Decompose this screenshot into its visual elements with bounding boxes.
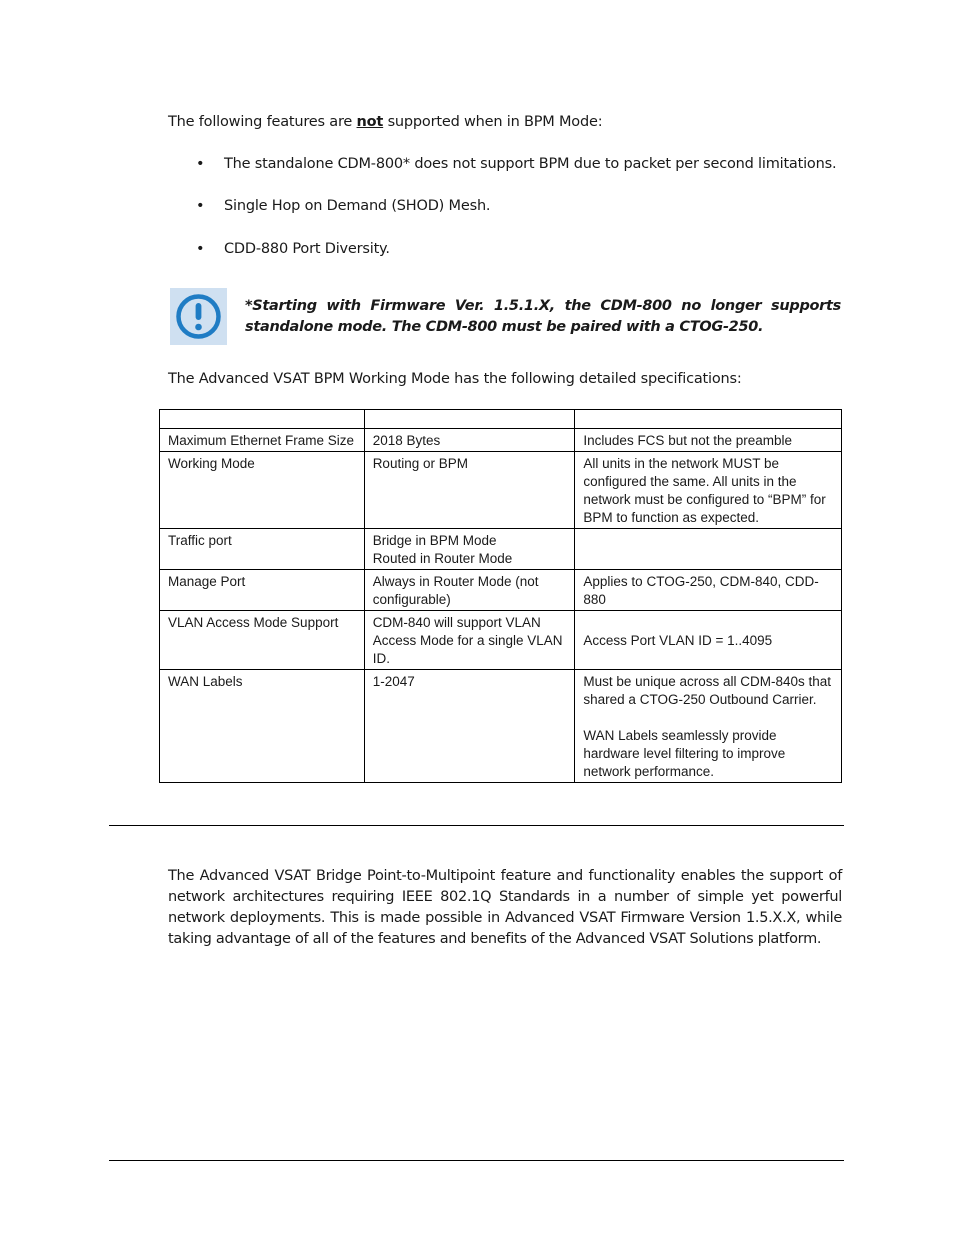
notes-cell <box>575 529 842 570</box>
notes-paragraph: Must be unique across all CDM-840s that shared a CTOG-250 Outbound Carrier. <box>583 674 832 707</box>
intro-text-after: supported when in BPM Mode: <box>383 114 603 130</box>
notes-cell: All units in the network MUST be configured the same. All units in the network must be configured to “BPM” for BPM to function as expected. <box>575 452 842 529</box>
intro-text-before: The following features are <box>168 114 357 130</box>
table-row <box>160 570 842 611</box>
value-cell: 1-2047 <box>364 670 575 783</box>
feature-cell: Traffic port <box>160 529 365 570</box>
section-divider <box>109 825 844 826</box>
footer-divider <box>109 1160 844 1161</box>
table-header-cell <box>575 410 842 429</box>
value-cell <box>364 529 575 570</box>
feature-cell: WAN Labels <box>160 670 365 783</box>
notes-cell <box>575 670 842 783</box>
bullet-dot-icon: • <box>196 241 205 257</box>
table-row <box>160 611 842 670</box>
bullet-text: Single Hop on Demand (SHOD) Mesh. <box>224 198 491 214</box>
notes-cell: Access Port VLAN ID = 1..4095 <box>575 611 842 670</box>
table-row <box>160 452 842 529</box>
notes-paragraph: WAN Labels seamlessly provide hardware level filtering to improve network performance. <box>583 728 786 779</box>
feature-cell: VLAN Access Mode Support <box>160 611 365 670</box>
bullet-text: CDD-880 Port Diversity. <box>224 241 390 257</box>
value-cell: Routing or BPM <box>364 452 575 529</box>
table-row <box>160 429 842 452</box>
table-header-cell <box>160 410 365 429</box>
exclamation-circle-icon <box>170 288 227 345</box>
feature-cell: Working Mode <box>160 452 365 529</box>
table-row <box>160 529 842 570</box>
bullet-dot-icon: • <box>196 198 205 214</box>
intro-emphasis: not <box>356 114 384 130</box>
value-cell: 2018 Bytes <box>364 429 575 452</box>
note-text: *Starting with Firmware Ver. 1.5.1.X, the CDM-800 no longer supports standalone mode. The CDM-800 must be paired with a CTOG-250. <box>245 298 841 335</box>
value-cell: CDM-840 will support VLAN Access Mode for a single VLAN ID. <box>364 611 575 670</box>
feature-cell: Manage Port <box>160 570 365 611</box>
bullet-text: The standalone CDM-800* does not support BPM due to packet per second limitations. <box>224 156 837 172</box>
table-header-cell <box>364 410 575 429</box>
bridge-paragraph: The Advanced VSAT Bridge Point-to-Multipoint feature and functionality enables the support of network architectures requiring IEEE 802.1Q Standards in a number of simple yet powerful network deployments. This is made possible in Advanced VSAT Firmware Version 1.5.X.X, while taking advantage of all of the features and benefits of the Advanced VSAT Solutions platform. <box>168 868 842 947</box>
value-line: Bridge in BPM Mode <box>372 533 497 548</box>
value-line: Routed in Router Mode <box>372 551 513 566</box>
notes-cell: Applies to CTOG-250, CDM-840, CDD-880 <box>575 570 842 611</box>
intro-sentence <box>168 114 602 130</box>
bullet-dot-icon: • <box>196 156 205 172</box>
spec-intro: The Advanced VSAT BPM Working Mode has the following detailed specifications: <box>168 371 742 387</box>
table-row <box>160 670 842 783</box>
value-cell: Always in Router Mode (not configurable) <box>364 570 575 611</box>
notes-cell: Includes FCS but not the preamble <box>575 429 842 452</box>
table-header-row <box>160 410 842 429</box>
spec-table <box>159 409 842 783</box>
feature-cell: Maximum Ethernet Frame Size <box>160 429 365 452</box>
